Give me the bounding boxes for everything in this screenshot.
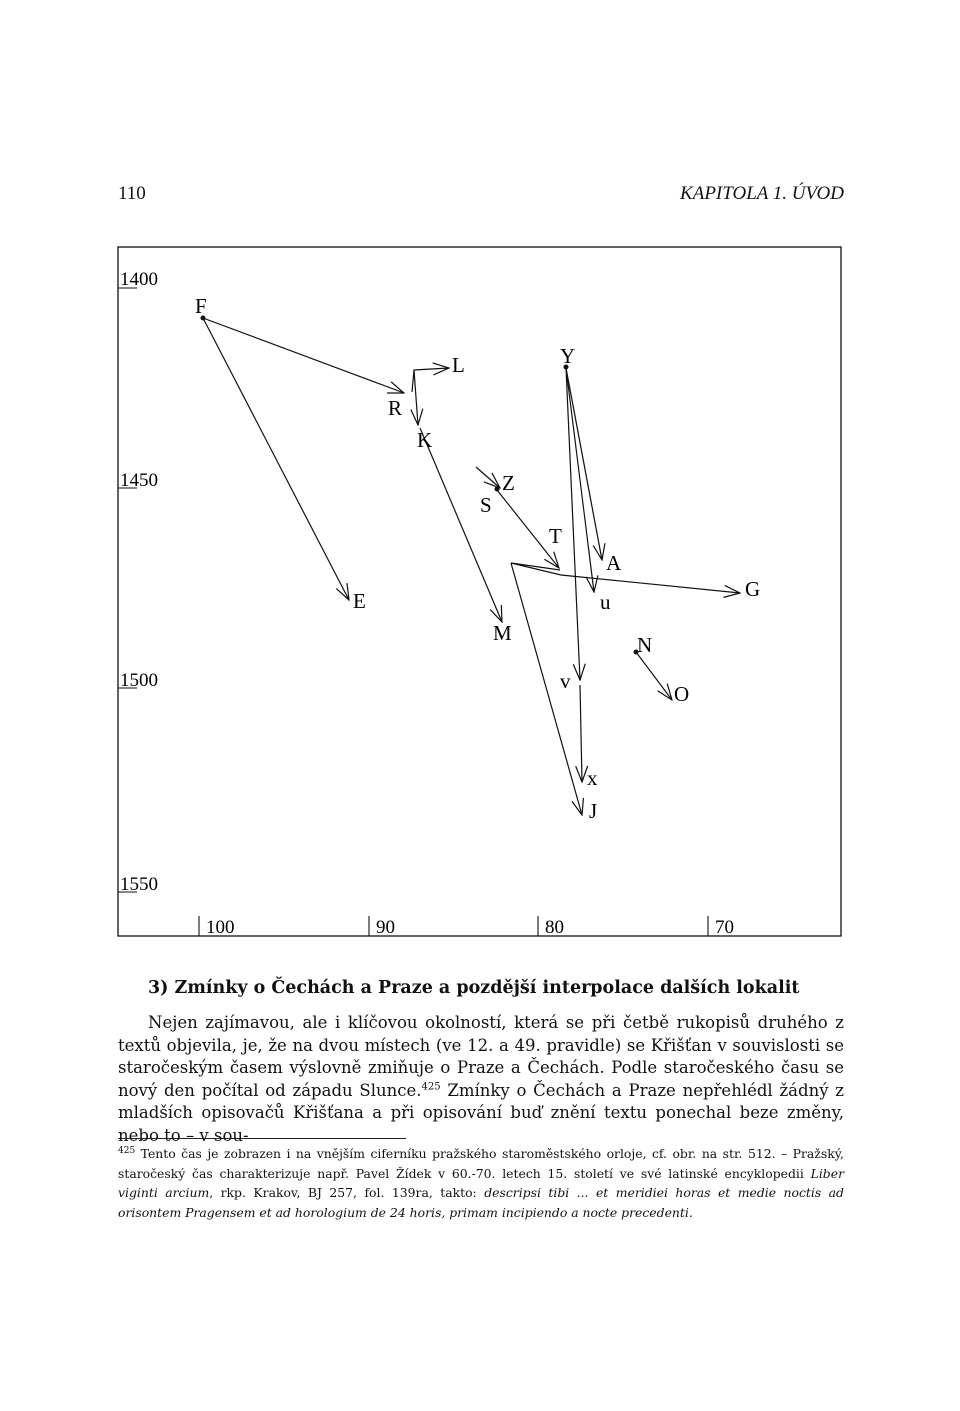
edge-T-G: [511, 563, 740, 593]
y-label-1450: 1450: [120, 470, 158, 491]
x-label-90: 90: [376, 917, 395, 938]
edge-R-L: [412, 368, 449, 392]
y-label-1500: 1500: [120, 670, 158, 691]
footnote-text-2: , rkp. Krakov, BJ 257, fol. 139ra, takto:: [209, 1185, 485, 1200]
node-label-J: J: [589, 799, 598, 823]
footnote-divider: [118, 1138, 406, 1139]
running-head: KAPITOLA 1. ÚVOD: [680, 183, 844, 204]
footnote-reference[interactable]: 425: [421, 1081, 441, 1092]
edge-Y-A: [566, 368, 602, 560]
node-label-v: v: [560, 669, 571, 693]
edge-v-x: [580, 685, 582, 782]
x-axis: [199, 916, 708, 936]
edge-S-Z: [476, 467, 500, 488]
node-label-x: x: [587, 766, 598, 790]
node-label-O: O: [674, 682, 690, 706]
edge-N-O: [636, 652, 672, 700]
node-label-K: K: [417, 428, 433, 452]
footnote-number: 425: [118, 1145, 136, 1156]
footnote-425: [118, 1144, 844, 1222]
x-label-80: 80: [545, 917, 564, 938]
x-label-100: 100: [206, 917, 235, 938]
edge-Y-v: [566, 368, 580, 680]
node-label-T: T: [549, 524, 562, 548]
section-heading: 3) Zmínky o Čechách a Praze a pozdější interpolace dalších lokalit: [148, 978, 800, 998]
y-axis: [118, 288, 137, 892]
footnote-quote-italic: descripsi tibi ... et meridiei horas et medie noctis ad orisontem Pragensem et ad horologium de 24 horis, primam incipiendo a nocte precedenti.: [118, 1185, 844, 1220]
x-label-70: 70: [715, 917, 734, 938]
y-label-1400: 1400: [120, 269, 158, 290]
node-label-L: L: [452, 353, 465, 377]
page-number: 110: [118, 183, 146, 204]
edge-F-R: [203, 318, 404, 393]
footnote-title-italic: Liber viginti arcium: [118, 1165, 844, 1200]
node-label-A: A: [606, 551, 622, 575]
node-label-Z: Z: [502, 471, 515, 495]
node-dot-S: [495, 487, 500, 492]
edge-L-K: [414, 370, 418, 425]
node-label-G: G: [745, 577, 761, 601]
y-label-1550: 1550: [120, 874, 158, 895]
paragraph-text-1: Nejen zajímavou, ale i klíčovou okolností, která se při četbě rukopisů druhého z textů objevila, je, že na dvou místech (ve 12. a 49. pravidle) se Křišťan v souvislosti se staročeským časem výslovně zmiňuje o Praze a Čechách. Podle staročeského času se nový den počítal od západu Slunce.: [118, 1013, 844, 1100]
node-label-E: E: [353, 589, 366, 613]
edge-K-M: [420, 428, 502, 622]
node-label-N: N: [637, 633, 653, 657]
node-label-F: F: [195, 294, 207, 318]
footnote-text-1: Tento čas je zobrazen i na vnějším ciferníku pražského staroměstského orloje, cf. obr. na str. 512. – Pražský, staročeský čas charakterizuje např. Pavel Žídek v 60.-70. letech 15. století ve své latinské encyklopedii: [118, 1146, 844, 1181]
node-label-M: M: [493, 621, 512, 645]
node-label-u: u: [600, 590, 611, 614]
diagram-frame: [118, 247, 841, 936]
node-label-Y: Y: [560, 344, 576, 368]
node-label-R: R: [388, 396, 403, 420]
edge-T-J: [511, 563, 582, 815]
paragraph-text-2: Zmínky o Čechách a Praze nepřehlédl žádný z mladších opisovačů Křišťana a při opisování buď znění textu ponechal beze změny, nebo to – v sou-: [118, 1080, 844, 1145]
edge-Y-u: [566, 368, 594, 592]
edge-F-E: [203, 318, 349, 600]
node-label-S: S: [480, 493, 492, 517]
body-paragraph: [118, 1012, 844, 1147]
